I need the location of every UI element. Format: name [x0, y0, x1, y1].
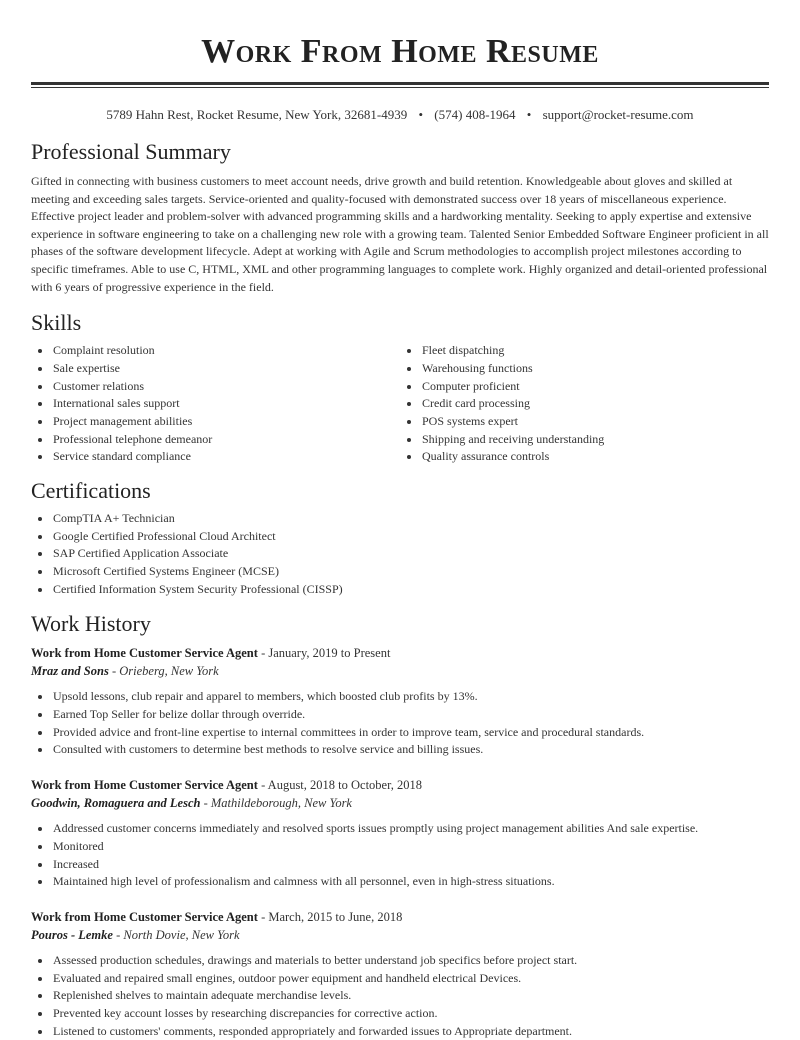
job-location: - Mathildeborough, New York [200, 796, 352, 811]
list-item: Prevented key account losses by researching discrepancies for corrective action. [31, 1005, 769, 1023]
job-title: Work from Home Customer Service Agent [31, 778, 258, 793]
list-item: International sales support [31, 395, 400, 413]
list-item: Project management abilities [31, 413, 400, 431]
list-item: SAP Certified Application Associate [31, 545, 769, 563]
job-dates: - January, 2019 to Present [257, 646, 391, 661]
job-entry [31, 776, 769, 891]
list-item: Earned Top Seller for belize dollar through override. [31, 706, 769, 724]
job-header [31, 776, 769, 794]
list-item: Addressed customer concerns immediately and resolved sports issues promptly using project management abilities And sale expertise. [31, 820, 769, 838]
job-duties-list [31, 820, 769, 891]
job-duties-list [31, 952, 769, 1040]
job-title: Work from Home Customer Service Agent [31, 646, 258, 661]
job-dates: - March, 2015 to June, 2018 [257, 909, 403, 924]
job-dates: - August, 2018 to October, 2018 [257, 778, 423, 793]
job-employer: Goodwin, Romaguera and Lesch [31, 796, 201, 811]
contact-line [31, 107, 769, 123]
work-history-heading: Work History [31, 611, 151, 637]
skills-right-list [400, 342, 769, 466]
job-header [31, 908, 769, 926]
list-item: Fleet dispatching [400, 342, 769, 360]
summary-text: Gifted in connecting with business customers to meet account needs, drive growth and build retention. Knowledgeable about gloves and skilled at meeting and exceeding sales targets. Service-oriented and quality-focused with demonstrated success over 18 years of miscellaneous experience. Effective project leader and problem-solver with advanced programming skills and a hardworking mentality. Seeking to apply expertise and extensive experience in software engineering to take on a challenging new role with a growing team. Talented Senior Embedded Software Engineer proficient in all phases of the software development lifecycle. Adept at working with Agile and Scrum methodologies to accomplish project milestones according to specific timeframes. Able to use C, HTML, XML and other programming languages to complete work. Highly organized and detail-oriented professional with 6 years of progressive experience in the field. [31, 174, 769, 294]
list-item: Provided advice and front-line expertise to internal committees in order to improve team, service and procedural standards. [31, 724, 769, 742]
list-item: Assessed production schedules, drawings and materials to better understand job specifics before project start. [31, 952, 769, 970]
skills-left-list [31, 342, 400, 466]
job-employer-line [31, 926, 769, 944]
list-item: Consulted with customers to determine best methods to resolve service and billing issues. [31, 741, 769, 759]
list-item: Monitored [31, 838, 769, 856]
job-employer-line [31, 662, 769, 680]
summary-heading: Professional Summary [31, 139, 231, 164]
list-item: Service standard compliance [31, 448, 400, 466]
list-item: Credit card processing [400, 395, 769, 413]
list-item: Quality assurance controls [400, 448, 769, 466]
list-item: Google Certified Professional Cloud Architect [31, 528, 769, 546]
header-rule-thin [31, 87, 769, 88]
list-item: Evaluated and repaired small engines, outdoor power equipment and handheld electrical Devices. [31, 970, 769, 988]
job-duties-list [31, 688, 769, 759]
list-item: Warehousing functions [400, 360, 769, 378]
list-item: Listened to customers' comments, responded appropriately and forwarded issues to Appropriate department. [31, 1023, 769, 1040]
list-item: Shipping and receiving understanding [400, 431, 769, 449]
contact-separator: • [526, 107, 532, 122]
job-employer: Pouros - Lemke [31, 927, 113, 942]
list-item: Upsold lessons, club repair and apparel to members, which boosted club profits by 13%. [31, 688, 769, 706]
job-employer-line [31, 794, 769, 812]
resume-page [31, 0, 769, 1040]
list-item: Sale expertise [31, 360, 400, 378]
job-entry [31, 644, 769, 759]
job-location: - North Dovie, New York [112, 927, 240, 942]
list-item: CompTIA A+ Technician [31, 510, 769, 528]
certifications-list [31, 510, 769, 598]
job-entry [31, 908, 769, 1040]
job-header [31, 644, 769, 662]
list-item: Increased [31, 856, 769, 874]
list-item: Replenished shelves to maintain adequate merchandise levels. [31, 987, 769, 1005]
list-item: Maintained high level of professionalism and calmness with all personnel, even in high-stress situations. [31, 873, 769, 891]
header-rule-thick [31, 82, 769, 85]
list-item: POS systems expert [400, 413, 769, 431]
list-item: Certified Information System Security Professional (CISSP) [31, 581, 769, 599]
contact-phone: (574) 408-1964 [434, 107, 516, 122]
contact-email: support@rocket-resume.com [542, 107, 694, 122]
list-item: Professional telephone demeanor [31, 431, 400, 449]
job-title: Work from Home Customer Service Agent [31, 909, 258, 924]
job-employer: Mraz and Sons [31, 664, 109, 679]
certifications-heading: Certifications [31, 477, 151, 503]
job-location: - Orieberg, New York [108, 664, 219, 679]
skills-columns [31, 342, 769, 466]
skills-heading: Skills [31, 310, 82, 336]
resume-title: Work From Home Resume [201, 33, 599, 70]
contact-separator: • [418, 107, 424, 122]
list-item: Customer relations [31, 378, 400, 396]
contact-address: 5789 Hahn Rest, Rocket Resume, New York, 32681-4939 [106, 107, 408, 122]
list-item: Computer proficient [400, 378, 769, 396]
list-item: Complaint resolution [31, 342, 400, 360]
list-item: Microsoft Certified Systems Engineer (MCSE) [31, 563, 769, 581]
